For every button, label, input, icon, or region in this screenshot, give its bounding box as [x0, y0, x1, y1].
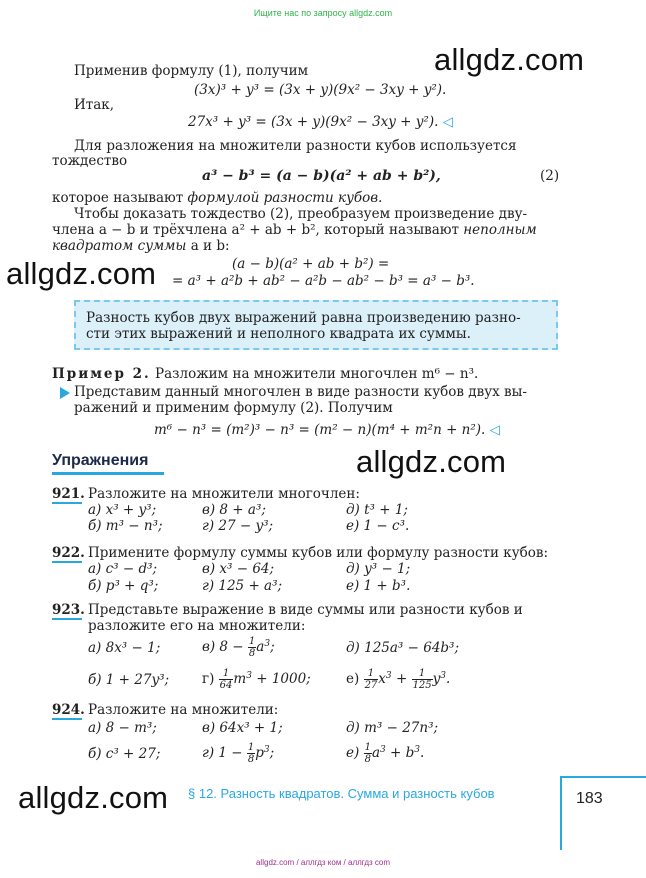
- frac-num: 1: [364, 742, 371, 753]
- formula-1: (3x)³ + y³ = (3x + y)(9x² − 3xy + y²).: [194, 82, 447, 98]
- exercise-number: 922.: [52, 545, 85, 561]
- frac-den: 27: [364, 680, 378, 691]
- exercise-item: в) 8 −: [202, 639, 248, 655]
- frac-den: 8: [248, 648, 256, 659]
- proof-line-3a: квадратом суммы: [52, 238, 187, 254]
- exercise-item: б) p³ + q³;: [88, 578, 159, 594]
- example-task: Разложим на множители многочлен m⁶ − n³.: [155, 366, 479, 382]
- exercise-underline: [52, 561, 82, 563]
- frac-num: 1: [412, 668, 433, 680]
- solution-arrow-icon: [60, 387, 70, 399]
- exercise-item: б) m³ − n³;: [88, 518, 163, 534]
- diff-line-2: тождество: [52, 153, 128, 169]
- solution-line-1: Представим данный многочлен в виде разности кубов двух вы-: [74, 384, 527, 400]
- exercise-underline: [52, 502, 82, 504]
- rule-line-2: сти этих выражений и неполного квадрата их суммы.: [86, 326, 471, 342]
- proof-line-3b: a и b:: [190, 238, 230, 254]
- called-line: [52, 190, 382, 206]
- derivation-1: (a − b)(a² + ab + b²) =: [232, 256, 390, 272]
- intro-itak: Итак,: [74, 97, 115, 113]
- exercise-item: а) c³ − d³;: [88, 561, 158, 577]
- formula-2: [188, 114, 453, 130]
- exercise-item: е) 1 − c³.: [346, 518, 410, 534]
- exercise-item-frac: е) $\frac{1}{8}$ $a^3 + b^3$.: [346, 742, 425, 765]
- called-text: которое называют: [52, 190, 184, 206]
- exercise-item: д) 125a³ − 64b³;: [346, 640, 460, 656]
- exercise-text: Разложите на множители многочлен:: [88, 486, 360, 502]
- exercise-item: а) 8 − m³;: [88, 720, 157, 736]
- exercise-item: в) 64x³ + 1;: [202, 720, 283, 736]
- frac-den: 8: [364, 754, 371, 765]
- exercise-text: Разложите на множители:: [88, 702, 279, 718]
- top-banner[interactable]: Ищите нас по запросу allgdz.com: [253, 8, 393, 18]
- proof-line-1: Чтобы доказать тождество (2), преобразуем произведение дву-: [74, 206, 528, 222]
- proof-line-2b: неполным: [463, 222, 537, 238]
- exercise-item: в) 8 + a³;: [202, 502, 266, 518]
- frac-den: 64: [219, 680, 233, 691]
- proof-line-2a: члена a − b и трёхчлена a² + ab + b², который называют: [52, 222, 459, 238]
- example-label: Пример 2.: [52, 366, 151, 382]
- exercise-number: 921.: [52, 486, 85, 502]
- example-formula-text: m⁶ − n³ = (m²)³ − n³ = (m² − n)(m⁴ + m²n + n²).: [154, 422, 486, 438]
- example-formula: [154, 422, 500, 438]
- watermark: allgdz.com: [6, 256, 157, 291]
- page-number-box: [560, 776, 646, 850]
- example-2: [52, 366, 478, 382]
- exercise-item: д) m³ − 27n³;: [346, 720, 439, 736]
- frac-num: 1: [247, 742, 255, 753]
- exercise-item-frac: г) 1 − $\frac{1}{8}$ $p^3$;: [202, 742, 275, 765]
- frac-num: 1: [364, 668, 379, 680]
- end-proof-icon: ◁: [442, 114, 454, 130]
- derivation-2: = a³ + a²b + ab² − a²b − ab² − b³ = a³ − b³.: [172, 273, 475, 289]
- watermark: allgdz.com: [434, 42, 585, 77]
- exercise-text: Представьте выражение в виде суммы или разности кубов и: [88, 602, 523, 618]
- page-number: 183: [576, 790, 603, 807]
- exercise-item-frac: в) 8 − $\frac{1}{8}$ $a^3$;: [202, 636, 275, 659]
- exercise-underline: [52, 618, 82, 620]
- watermark: allgdz.com: [18, 780, 169, 815]
- exercise-item: б) c³ + 27;: [88, 746, 161, 762]
- proof-line-3: [52, 238, 230, 254]
- exercise-item: е) 1 + b³.: [346, 578, 411, 594]
- frac-num: 1: [219, 668, 234, 680]
- exercise-number: 923.: [52, 602, 85, 618]
- section-footer: § 12. Разность квадратов. Сумма и разность кубов: [188, 786, 495, 801]
- called-term: формулой разности кубов.: [187, 190, 383, 206]
- identity-number: (2): [540, 168, 560, 184]
- exercise-item: а) 8x³ − 1;: [88, 640, 161, 656]
- frac-den: 125: [412, 680, 432, 691]
- exercise-underline: [52, 718, 82, 720]
- exercises-heading: Упражнения: [52, 452, 149, 469]
- identity-formula: a³ − b³ = (a − b)(a² + ab + b²),: [202, 168, 441, 184]
- rule-line-1: Разность кубов двух выражений равна произведению разно-: [86, 310, 521, 326]
- frac-den: 8: [247, 754, 255, 765]
- diff-line-1: Для разложения на множители разности кубов используется: [74, 138, 517, 154]
- bottom-banner[interactable]: allgdz.com / аллгдз ком / аллгдз com: [255, 858, 391, 867]
- intro-applying: Применив формулу (1), получим: [74, 63, 309, 79]
- formula-2-text: 27x³ + y³ = (3x + y)(9x² − 3xy + y²).: [188, 114, 439, 130]
- exercise-text: разложите его на множители:: [88, 618, 306, 634]
- exercise-number: 924.: [52, 702, 85, 718]
- proof-line-2: [52, 222, 537, 238]
- exercise-item: д) y³ − 1;: [346, 561, 411, 577]
- exercise-item: г) 1 −: [202, 745, 247, 761]
- exercise-item: г) 27 − y³;: [202, 518, 274, 534]
- solution-line-2: ражений и применим формулу (2). Получим: [74, 400, 393, 416]
- exercise-item: д) t³ + 1;: [346, 502, 408, 518]
- end-proof-icon: ◁: [489, 422, 501, 438]
- exercise-item-frac: е) $\frac{1}{27}$ $x^3$ + $\frac{1}{125}$ $y^3$.: [346, 668, 451, 691]
- exercise-item-frac: г) $\frac{1}{64}$ $m^3 + 1000$;: [202, 668, 311, 691]
- exercise-item: а) x³ + y³;: [88, 502, 157, 518]
- heading-underline: [52, 472, 164, 475]
- exercise-item: е): [346, 745, 364, 761]
- exercise-item: г) 125 + a³;: [202, 578, 283, 594]
- exercise-item: б) 1 + 27y³;: [88, 672, 170, 688]
- exercise-item: в) x³ − 64;: [202, 561, 275, 577]
- exercise-text: Примените формулу суммы кубов или формулу разности кубов:: [88, 545, 549, 561]
- frac-num: 1: [248, 636, 256, 647]
- watermark: allgdz.com: [356, 444, 507, 479]
